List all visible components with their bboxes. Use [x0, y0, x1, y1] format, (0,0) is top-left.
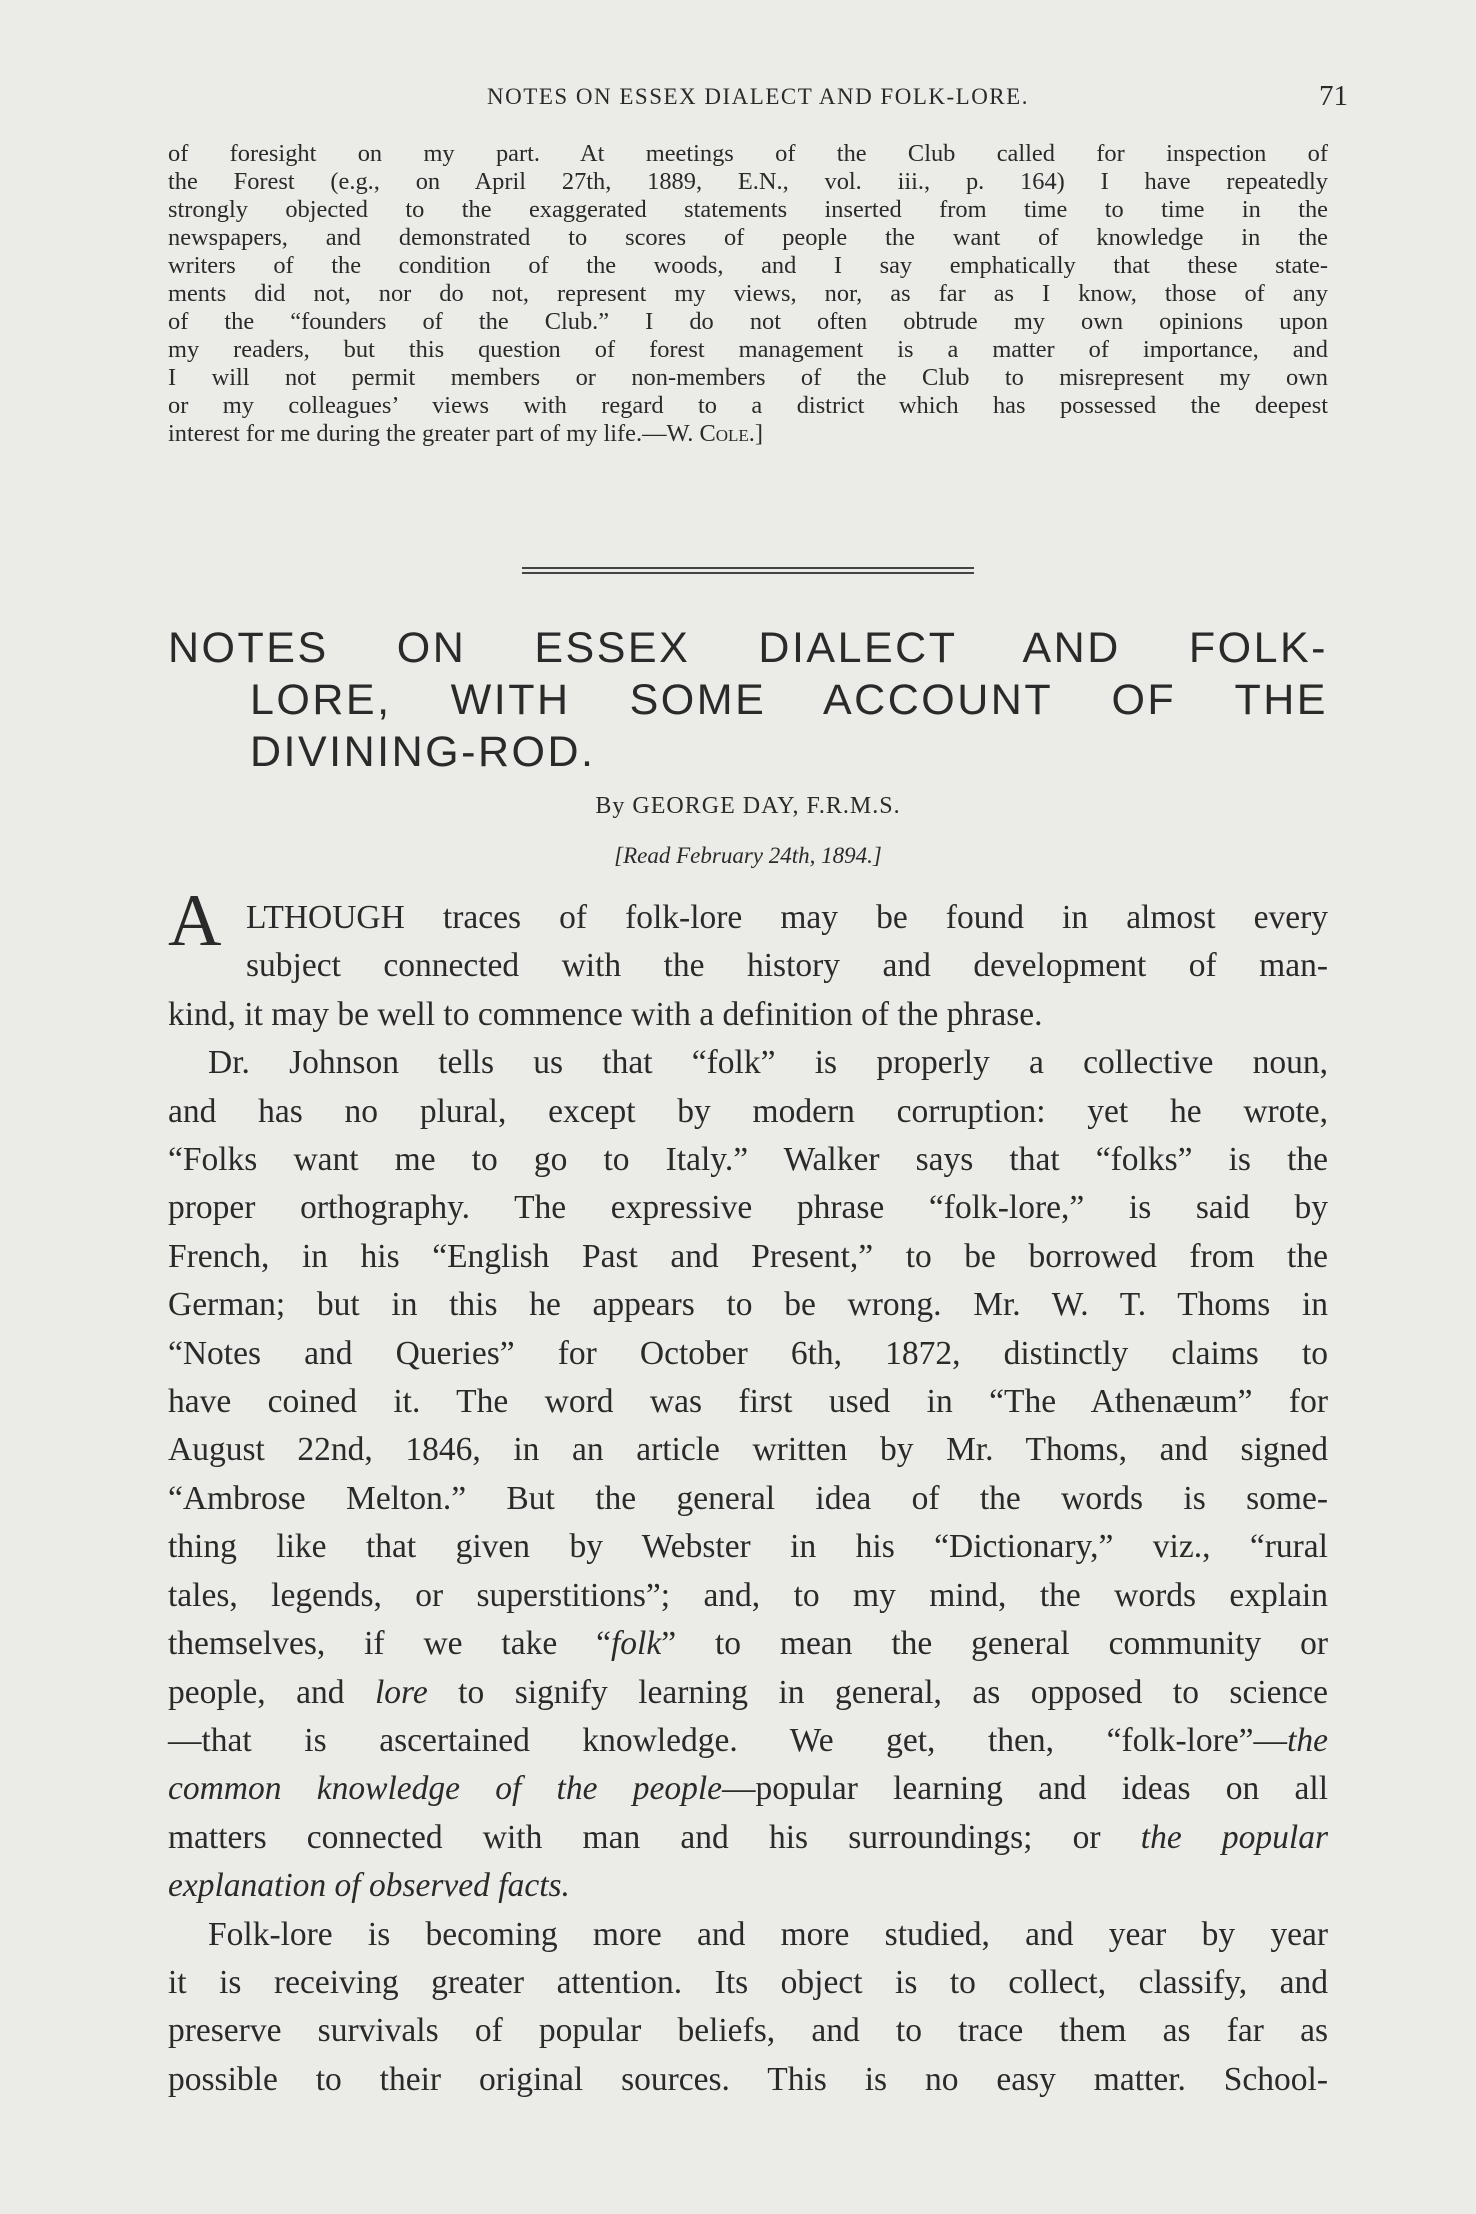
page-number: 71: [1319, 80, 1348, 112]
text-line: have coined it. The word was first used in “The Athenæum” for: [168, 1383, 1328, 1421]
text-line: it is receiving greater attention. Its object is to collect, classify, and: [168, 1963, 1328, 2001]
text-fragment: interest for me during the greater part of my life.—W.: [168, 420, 700, 447]
text-line: LTHOUGH traces of folk-lore may be found in almost every: [246, 899, 1328, 936]
text-fragment: —that is ascertained knowledge. We get, then, “folk-lore”—: [168, 1721, 1288, 1759]
text-line: preserve survivals of popular beliefs, and to trace them as far as: [168, 2012, 1328, 2050]
text-line: and has no plural, except by modern corruption: yet he wrote,: [168, 1092, 1328, 1130]
text-line: “Ambrose Melton.” But the general idea of the words is some-: [168, 1479, 1328, 1517]
text-line: proper orthography. The expressive phrase “folk-lore,” is said by: [168, 1189, 1328, 1227]
text-line: thing like that given by Webster in his “Dictionary,” viz., “rural: [168, 1528, 1328, 1566]
text-line: French, in his “English Past and Present,” to be borrowed from the: [168, 1237, 1328, 1275]
text-line: “Folks want me to go to Italy.” Walker says that “folks” is the: [168, 1141, 1328, 1179]
text-fragment: ” to mean the general community or: [661, 1625, 1328, 1663]
signature: Cole: [699, 420, 749, 447]
text-fragment: —popular learning and ideas on all: [722, 1770, 1328, 1808]
text-line: [168, 1717, 1328, 1765]
text-line: [168, 1862, 1328, 1910]
text-line: kind, it may be well to commence with a definition of the phrase.: [168, 995, 1043, 1033]
italic-text: the popular: [1140, 1818, 1328, 1856]
text-fragment: matters connected with man and his surroundings; or: [168, 1818, 1141, 1856]
text-line: I will not permit members or non-members of the Club to misrepresent my own: [168, 364, 1328, 391]
text-line: the Forest (e.g., on April 27th, 1889, E.N., vol. iii., p. 164) I have repeatedly: [168, 168, 1328, 195]
running-head: [168, 80, 1348, 120]
text-fragment: themselves, if we take “: [168, 1625, 611, 1663]
title-line: LORE, WITH SOME ACCOUNT OF THE: [250, 676, 1328, 724]
text-line: strongly objected to the exaggerated statements inserted from time to time in the: [168, 196, 1328, 223]
text-line: or my colleagues’ views with regard to a district which has possessed the deepest: [168, 392, 1328, 419]
section-divider: [522, 567, 974, 574]
text-line: of foresight on my part. At meetings of the Club called for inspection of: [168, 140, 1328, 167]
byline: By GEORGE DAY, F.R.M.S.: [595, 793, 901, 819]
text-line: [168, 420, 1328, 448]
text-line: my readers, but this question of forest management is a matter of importance, and: [168, 336, 1328, 363]
text-line: ments did not, nor do not, represent my views, nor, as far as I know, those of any: [168, 280, 1328, 307]
text-line: [168, 1814, 1328, 1862]
previous-article-text: [168, 140, 1328, 448]
text-line: German; but in this he appears to be wrong. Mr. W. T. Thoms in: [168, 1286, 1328, 1324]
text-fragment: .]: [748, 420, 764, 447]
text-line: subject connected with the history and development of man-: [246, 947, 1328, 985]
text-fragment: to signify learning in general, as opposed to science: [427, 1673, 1328, 1711]
title-line: NOTES ON ESSEX DIALECT AND FOLK-: [168, 624, 1328, 672]
text-line: “Notes and Queries” for October 6th, 1872, distinctly claims to: [168, 1334, 1328, 1372]
italic-text: folk: [610, 1625, 662, 1663]
italic-text: explanation of observed facts.: [168, 1867, 570, 1905]
text-line: August 22nd, 1846, in an article written by Mr. Thoms, and signed: [168, 1431, 1328, 1469]
drop-cap: A: [168, 880, 222, 962]
italic-text: lore: [374, 1673, 428, 1711]
title-line: DIVINING-ROD.: [250, 728, 596, 776]
text-line: possible to their original sources. This is no easy matter. School-: [168, 2060, 1328, 2098]
text-line: [168, 1669, 1328, 1717]
text-fragment: people, and: [168, 1673, 375, 1711]
text-line: [168, 1620, 1328, 1668]
text-line: Dr. Johnson tells us that “folk” is properly a collective noun,: [208, 1044, 1328, 1082]
text-line: Folk-lore is becoming more and more studied, and year by year: [208, 1915, 1328, 1953]
text-line: of the “founders of the Club.” I do not often obtrude my own opinions upon: [168, 308, 1328, 335]
italic-text: common knowledge of the people: [168, 1770, 723, 1808]
article-body: [168, 894, 1328, 2104]
article-title: [168, 622, 1328, 778]
italic-text: the: [1287, 1721, 1328, 1759]
text-line: newspapers, and demonstrated to scores of people the want of knowledge in the: [168, 224, 1328, 251]
text-line: tales, legends, or superstitions”; and, to my mind, the words explain: [168, 1576, 1328, 1614]
text-line: writers of the condition of the woods, and I say emphatically that these state-: [168, 252, 1328, 279]
running-title: NOTES ON ESSEX DIALECT AND FOLK-LORE.: [487, 84, 1029, 109]
text-line: [168, 1765, 1328, 1813]
read-date: [Read February 24th, 1894.]: [614, 843, 882, 868]
